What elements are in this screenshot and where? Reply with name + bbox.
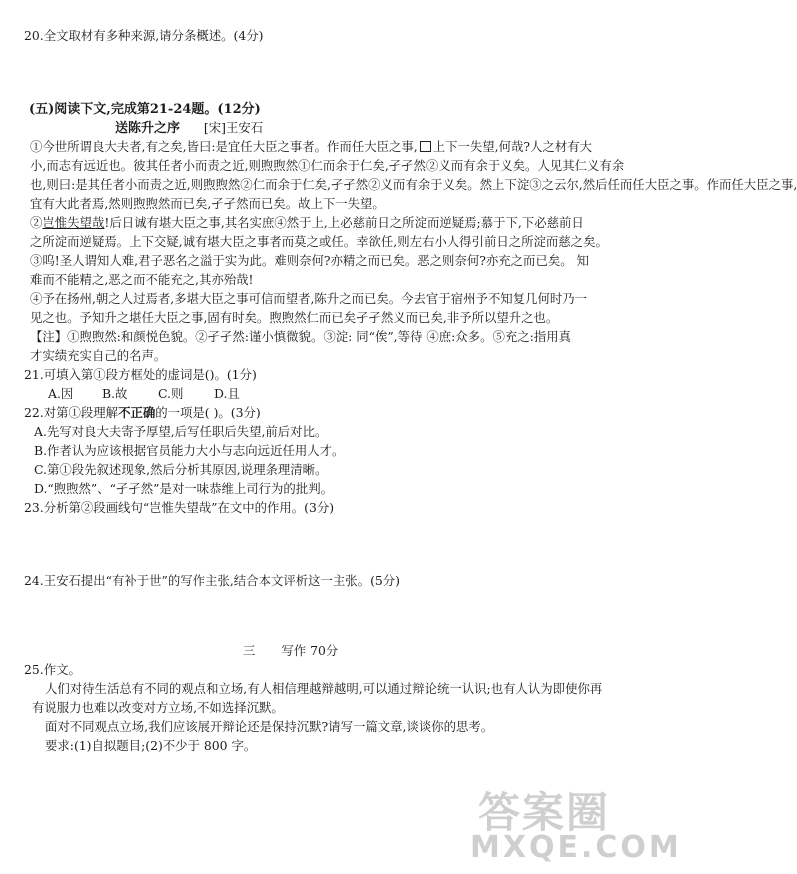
essay-p4-line1: ④予在扬州,朝之人过焉者,多堪大臣之事可信而望者,陈升之而已矣。今去官于宿州予不知复几何时乃一 <box>30 291 588 306</box>
section-heading: (五)阅读下文,完成第21-24题。(12分) <box>29 102 261 117</box>
blank-box <box>420 141 431 152</box>
essay-p1-line3: 也,则曰:是其任者小而责之近,则煦煦然②仁而余于仁矣,孑孑然②义而有余于义矣。然上下淀③之云尔,然后任而任大臣之事。作而任大臣之事, <box>30 177 797 192</box>
part3-label: 写作 70分 <box>281 643 339 658</box>
essay-p3-line2: 难而不能精之,恶之而不能充之,其亦殆哉! <box>30 272 254 287</box>
essay-p2-line2: 之所淀而逆疑焉。上下交疑,诚有堪大臣之事者而莫之或任。幸欲任,则左右小人得引前日之所淀而慈之矣。 <box>30 234 608 249</box>
question-25: 25.作文。 <box>24 662 81 677</box>
essay-header <box>115 118 263 139</box>
q22-option-b: B.作者认为应该根据官员能力大小与志向远近任用人才。 <box>34 443 345 458</box>
q25-prompt-line1: 人们对待生活总有不同的观点和立场,有人相信理越辩越明,可以通过辩论统一认识;也有人认为即使你再 <box>45 681 603 696</box>
essay-p3-line1: ③呜!圣人谓知人难,君子恶名之溢于实为此。难则奈何?亦精之而已矣。恶之则奈何?亦充之而已矣。 知 <box>30 253 589 268</box>
question-22: 22.对第①段理解不正确的一项是( )。(3分) <box>24 405 261 420</box>
q22-option-a: A.先写对良大夫寄予厚望,后写任职后失望,前后对比。 <box>34 424 328 439</box>
essay-note-line2: 才实绩充实自己的名声。 <box>30 348 167 363</box>
essay-p2-line1: ②岂惟失望哉!后日诚有堪大臣之事,其名实庶④然于上,上必慈前日之所淀而逆疑焉;慕于下,下必慈前日 <box>30 215 584 230</box>
essay-p4-line2: 见之也。予知升之堪任大臣之事,固有时矣。煦煦然仁而已矣孑孑然义而已矣,非予所以望升之也。 <box>30 310 559 325</box>
q22-option-d: D.“煦煦然”、“孑孑然”是对一味恭维上司行为的批判。 <box>34 481 333 496</box>
q21-option-d: D.且 <box>214 386 240 401</box>
underlined-sentence: 岂惟失望哉 <box>42 215 105 230</box>
essay-p1-line1: ①今世所谓良大夫者,有之矣,皆曰:是宜任大臣之事者。作而任大臣之事, 上下一失望,何哉?人之材有大 <box>30 139 592 154</box>
q22-option-c: C.第①段先叙述现象,然后分析其原因,说理条理清晰。 <box>34 462 328 477</box>
question-20: 20.全文取材有多种来源,请分条概述。(4分) <box>24 28 264 43</box>
essay-author: [宋]王安石 <box>203 120 264 135</box>
watermark-site: MXQE.COM <box>470 830 682 865</box>
q21-option-a: A.因 <box>48 386 74 401</box>
part3-heading <box>243 641 338 661</box>
part3-number: 三 <box>243 643 256 658</box>
essay-p1-line4: 宜有大此者焉,然则煦煦然而已矣,孑孑然而已矣。故上下一失望。 <box>30 196 385 211</box>
question-24: 24.王安石提出“有补于世”的写作主张,结合本文评析这一主张。(5分) <box>24 573 401 588</box>
essay-p1-line2: 小,而志有远近也。彼其任者小而责之近,则煦煦然①仁而余于仁矣,孑孑然②义而有余于义矣。人见其仁义有余 <box>30 158 625 173</box>
q25-prompt-line3: 面对不同观点立场,我们应该展开辩论还是保持沉默?请写一篇文章,谈谈你的思考。 <box>45 719 494 734</box>
essay-title: 送陈升之序 <box>115 121 181 136</box>
essay-note-line1: 【注】①煦煦然:和颜悦色貌。②孑孑然:谨小慎微貌。③淀: 同“俟”,等待 ④庶:众多。⑤充之:指用真 <box>30 329 571 344</box>
watermark-logo: 答案圈 <box>478 788 611 837</box>
q25-prompt-line2: 有说服力也难以改变对方立场,不如选择沉默。 <box>32 700 284 715</box>
question-23: 23.分析第②段画线句“岂惟失望哉”在文中的作用。(3分) <box>24 500 335 515</box>
q21-option-c: C.则 <box>158 386 184 401</box>
question-21: 21.可填入第①段方框处的虚词是()。(1分) <box>24 367 257 382</box>
q21-options <box>48 384 240 404</box>
q21-option-b: B.故 <box>102 386 128 401</box>
q25-requirements: 要求:(1)自拟题目;(2)不少于 800 字。 <box>45 738 257 753</box>
